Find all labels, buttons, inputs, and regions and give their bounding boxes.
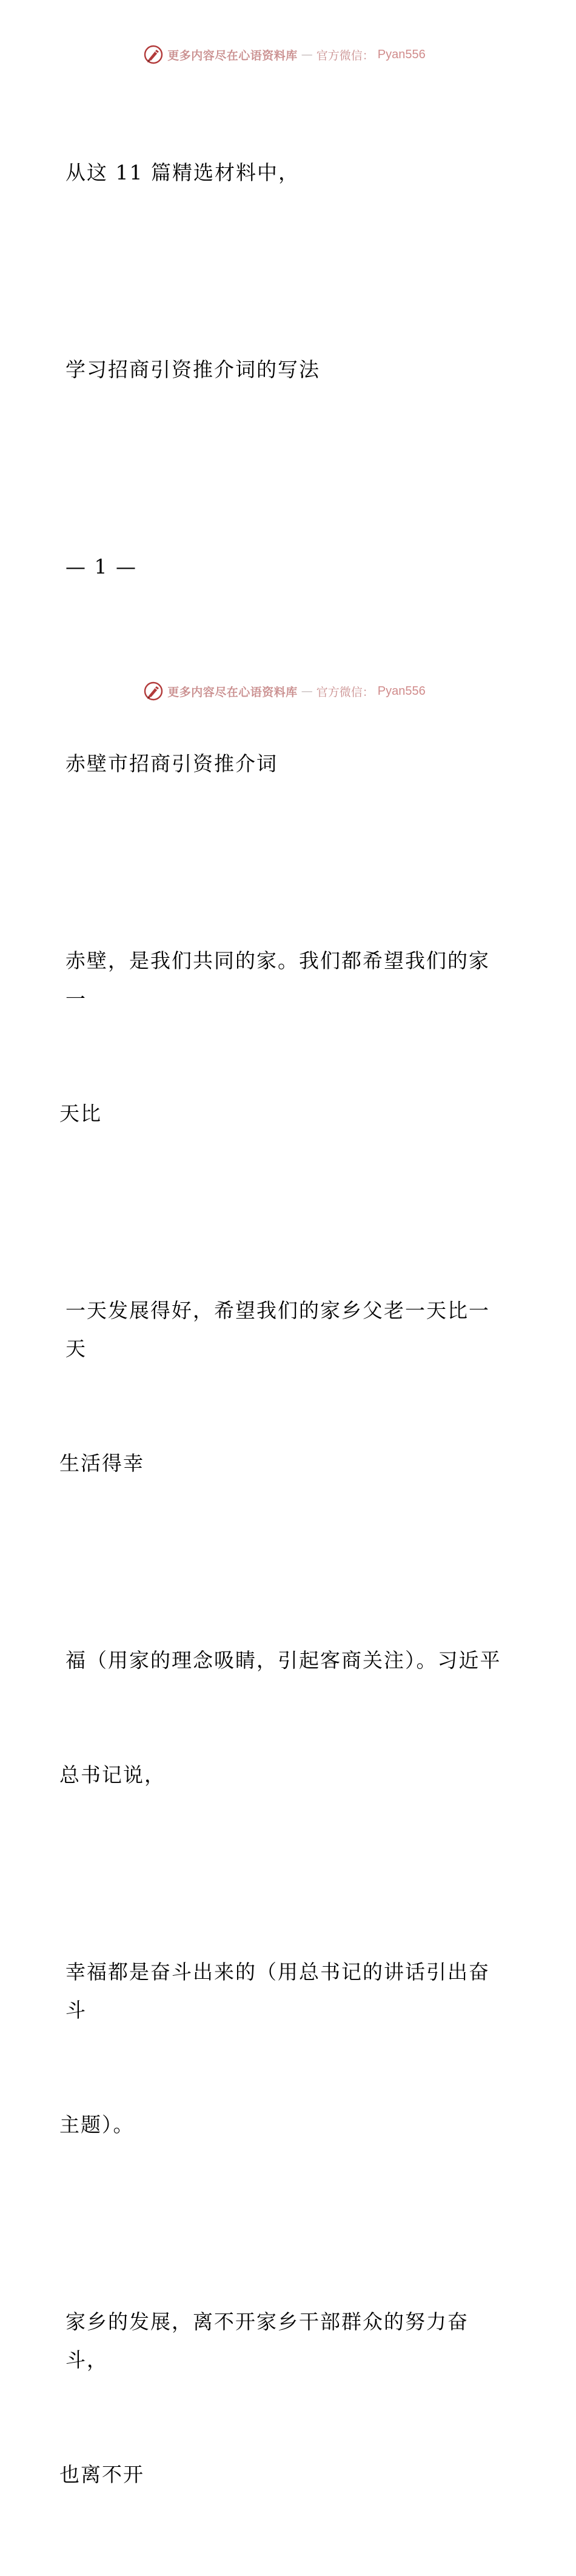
quill-pen-in-circle-icon — [143, 44, 164, 65]
document-body — [59, 77, 508, 2576]
watermark-separator: — — [301, 684, 313, 698]
article-title: 赤壁市招商引资推介词 — [65, 752, 278, 775]
intro-line-2: 学习招商引资推介词的写法 — [65, 358, 320, 381]
watermark-wechat-label: 官方微信： — [316, 685, 374, 699]
paragraph-line-1: 赤壁，是我们共同的家。我们都希望我们的家一 天比 — [59, 949, 490, 1125]
header-watermark — [0, 42, 576, 67]
paragraph-line-5: 家乡的发展，离不开家乡干部群众的努力奋斗， 也离不开 — [59, 2310, 469, 2486]
watermark-text: 更多内容尽在心语资料库 — [167, 685, 298, 699]
paragraph-line-4: 幸福都是奋斗出来的（用总书记的讲话引出奋斗 主题）。 — [59, 1960, 490, 2136]
watermark-text: 更多内容尽在心语资料库 — [167, 49, 298, 62]
paragraph-line-3: 福（用家的理念吸睛，引起客商关注）。习近平 总书记说， — [59, 1648, 501, 1787]
watermark-separator: — — [301, 48, 313, 61]
intro-line-1: 从这 11 篇精选材料中， — [65, 161, 300, 184]
quill-pen-in-circle-icon — [143, 681, 164, 701]
section-number: — 1 — — [65, 555, 137, 578]
footer-watermark — [0, 679, 576, 703]
watermark-wechat-id: Pyan556 — [377, 684, 426, 698]
watermark-wechat-label: 官方微信： — [316, 49, 374, 62]
watermark-wechat-id: Pyan556 — [377, 47, 426, 61]
paragraph-line-2: 一天发展得好，希望我们的家乡父老一天比一天 生活得幸 — [59, 1299, 490, 1475]
